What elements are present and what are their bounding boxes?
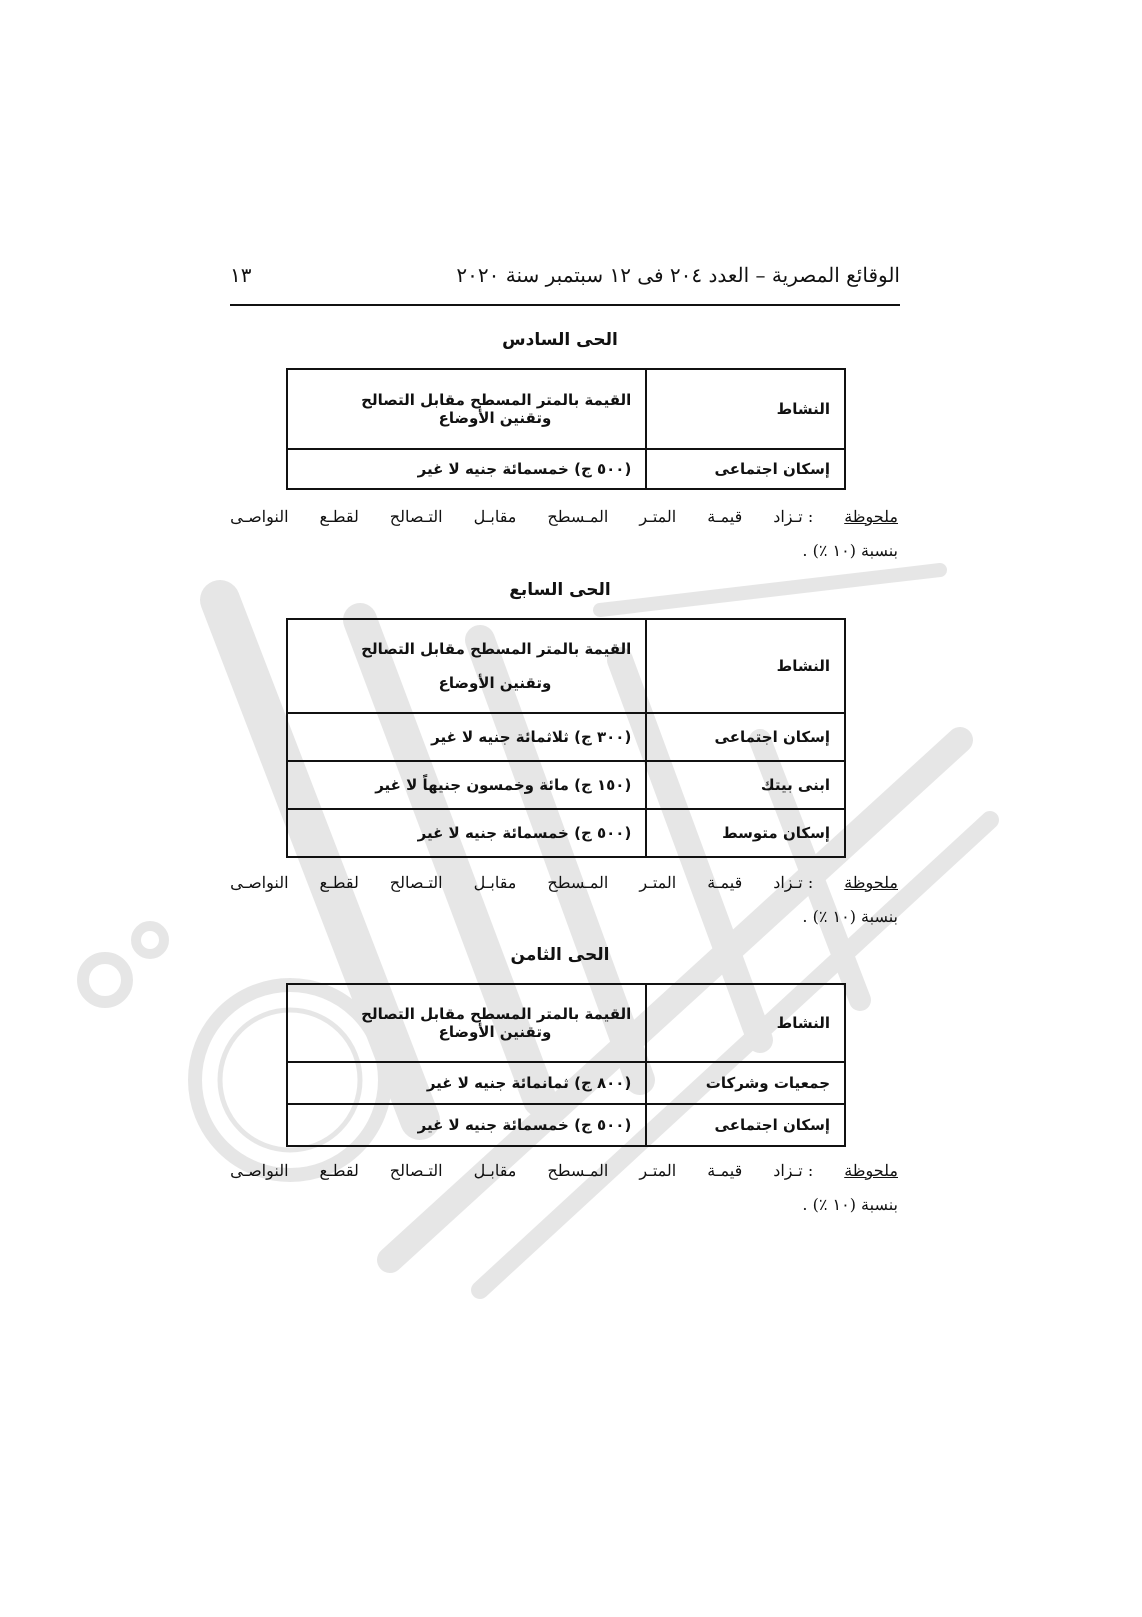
note-label: ملحوظة bbox=[844, 873, 898, 892]
note-word: المـسطح bbox=[547, 507, 609, 526]
table-header-row bbox=[287, 619, 845, 713]
row-activity: إسكان متوسط bbox=[646, 809, 845, 857]
note-word: المـسطح bbox=[547, 1161, 609, 1180]
row-value: (٥٠٠ ج) خمسمائة جنيه لا غير bbox=[287, 809, 646, 857]
table-row bbox=[287, 761, 845, 809]
note-word: : تـزاد bbox=[773, 507, 814, 526]
note-6 bbox=[230, 500, 898, 568]
header-activity: النشاط bbox=[646, 984, 845, 1062]
table-row bbox=[287, 449, 845, 489]
note-word: النواصـى bbox=[230, 1161, 289, 1180]
note-word: قيمـة bbox=[707, 873, 743, 892]
page-header bbox=[230, 258, 900, 292]
note-line2: بنسبة (١٠ ٪) . bbox=[802, 541, 898, 560]
row-value: (٣٠٠ ج) ثلاثمائة جنيه لا غير bbox=[287, 713, 646, 761]
header-value bbox=[287, 619, 646, 713]
section-title-8: الحى الثامن bbox=[510, 945, 610, 965]
fees-table-7 bbox=[286, 618, 846, 858]
note-word: النواصـى bbox=[230, 873, 289, 892]
note-word: : تـزاد bbox=[773, 873, 814, 892]
note-line2: بنسبة (١٠ ٪) . bbox=[802, 907, 898, 926]
table-row bbox=[287, 713, 845, 761]
note-word: قيمـة bbox=[707, 1161, 743, 1180]
row-value: (١٥٠ ج) مائة وخمسون جنيهاً لا غير bbox=[287, 761, 646, 809]
row-value: (٥٠٠ ج) خمسمائة جنيه لا غير bbox=[287, 449, 646, 489]
note-word: المتـر bbox=[639, 1161, 677, 1180]
note-label: ملحوظة bbox=[844, 1161, 898, 1180]
note-word: : تـزاد bbox=[773, 1161, 814, 1180]
row-activity: إسكان اجتماعى bbox=[646, 449, 845, 489]
table-row bbox=[287, 809, 845, 857]
fees-table-6 bbox=[286, 368, 846, 490]
section-title-6: الحى السادس bbox=[502, 330, 618, 350]
note-word: مقابـل bbox=[473, 1161, 517, 1180]
fees-table-8 bbox=[286, 983, 846, 1147]
table-header-row bbox=[287, 984, 845, 1062]
note-line1 bbox=[230, 866, 898, 900]
note-word: المتـر bbox=[639, 873, 677, 892]
note-word: لقطـع bbox=[319, 507, 359, 526]
header-value bbox=[287, 369, 646, 449]
header-value-line2: وتقنين الأوضاع bbox=[438, 674, 552, 692]
note-word: المتـر bbox=[639, 507, 677, 526]
row-activity: جمعيات وشركات bbox=[646, 1062, 845, 1104]
note-word: التـصالح bbox=[389, 873, 443, 892]
row-value: (٥٠٠ ج) خمسمائة جنيه لا غير bbox=[287, 1104, 646, 1146]
page-number: ١٣ bbox=[230, 263, 252, 287]
note-8 bbox=[230, 1154, 898, 1222]
header-activity: النشاط bbox=[646, 619, 845, 713]
table-row bbox=[287, 1062, 845, 1104]
row-activity: إسكان اجتماعى bbox=[646, 1104, 845, 1146]
note-line1 bbox=[230, 1154, 898, 1188]
note-word: النواصـى bbox=[230, 507, 289, 526]
header-value-line1: القيمة بالمتر المسطح مقابل التصالح bbox=[361, 391, 632, 409]
note-word: مقابـل bbox=[473, 507, 517, 526]
table-row bbox=[287, 1104, 845, 1146]
note-word: قيمـة bbox=[707, 507, 743, 526]
row-activity: إسكان اجتماعى bbox=[646, 713, 845, 761]
note-7 bbox=[230, 866, 898, 934]
note-word: لقطـع bbox=[319, 873, 359, 892]
row-value: (٨٠٠ ج) ثمانمائة جنيه لا غير bbox=[287, 1062, 646, 1104]
header-value-line2: وتقنين الأوضاع bbox=[438, 409, 552, 427]
note-word: التـصالح bbox=[389, 507, 443, 526]
note-line2: بنسبة (١٠ ٪) . bbox=[802, 1195, 898, 1214]
note-label: ملحوظة bbox=[844, 507, 898, 526]
table-header-row bbox=[287, 369, 845, 449]
note-line1 bbox=[230, 500, 898, 534]
header-title: الوقائع المصرية – العدد ٢٠٤ فى ١٢ سبتمبر سنة ٢٠٢٠ bbox=[456, 263, 900, 287]
note-word: المـسطح bbox=[547, 873, 609, 892]
note-word: لقطـع bbox=[319, 1161, 359, 1180]
note-word: التـصالح bbox=[389, 1161, 443, 1180]
header-activity: النشاط bbox=[646, 369, 845, 449]
header-value-line1: القيمة بالمتر المسطح مقابل التصالح bbox=[361, 640, 632, 658]
section-title-7: الحى السابع bbox=[509, 580, 611, 600]
note-word: مقابـل bbox=[473, 873, 517, 892]
header-divider bbox=[230, 304, 900, 306]
header-value-line1: القيمة بالمتر المسطح مقابل التصالح bbox=[361, 1005, 632, 1023]
header-value bbox=[287, 984, 646, 1062]
row-activity: ابنى بيتك bbox=[646, 761, 845, 809]
header-value-line2: وتقنين الأوضاع bbox=[438, 1023, 552, 1041]
